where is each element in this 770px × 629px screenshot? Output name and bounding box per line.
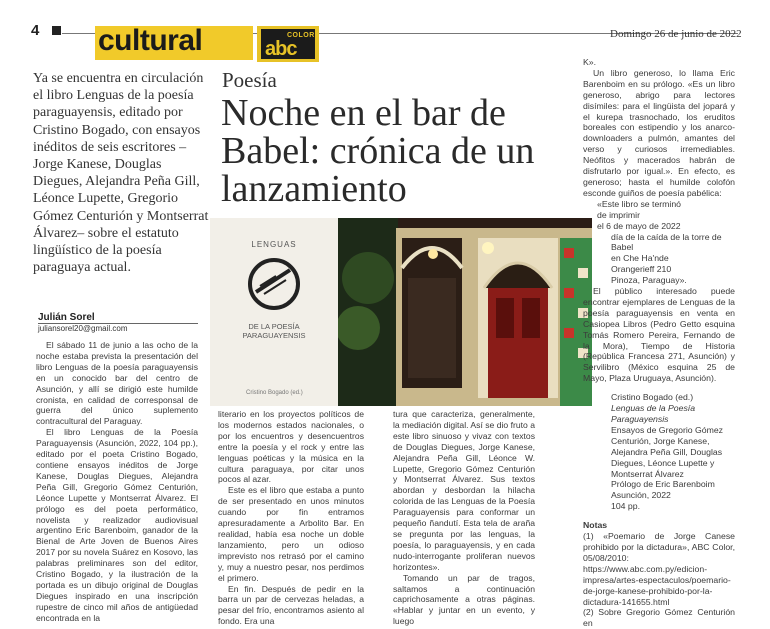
ref-pages: 104 pp. bbox=[611, 501, 640, 512]
note-item: (2) Sobre Gregorio Gómez Centurión en bbox=[583, 607, 735, 629]
col3-paragraph: tura que caracteriza, generalmente, la mediación digital. Así se dio fruto a este libro sinuoso y vivaz con textos de Douglas Diegues, Jorge Kanese, Alejandra Peña Gill, Léonce W. Lupette, Gregorio Gómez Centurión y Montserrat Álvarez. Sus textos abordan y desbordan la hilacha colorida de las Lenguas de la Poesía Paraguayensis para conformar un pequeño ñandutí. Esta tela de araña se pregunta por las lenguas, la poesía, lo paraguayensis, y en cada nudo-interrogante proliferan nuevos horizontes». bbox=[393, 409, 535, 572]
col2-paragraph: En fin. Después de pedir en la barra un par de cervezas heladas, a pesar del frío, encontramos asiento al fondo. Era una bbox=[218, 583, 364, 627]
ref-prologue: Prólogo de Eric Barenboim bbox=[611, 479, 715, 490]
colophon-quote bbox=[583, 199, 735, 286]
ref-essays: Ensayos de Gregorio Gómez Centurión, Jorge Kanese, Alejandra Peña Gill, Douglas Diegues, Léonce Lupette y Montserrat Álvarez bbox=[611, 424, 724, 479]
lead-paragraph: Ya se encuentra en circulación el libro Lenguas de la poesía paraguayensis, editado por Cristino Bogado, con ensayos inéditos de seis escritores –Jorge Kanese, Douglas Diegues, Alejandra Peña Gill, Léonce Lupette, Gregorio Gómez Centurión y Montserrat Álvarez– sobre el estatuto lingüístico de la poesía paraguaya actual. bbox=[33, 71, 209, 276]
colophon-line: de imprimir bbox=[597, 209, 640, 220]
col1-paragraph: El sábado 11 de junio a las ocho de la noche estaba prevista la presentación del libro Lenguas de la poesía paraguayensis en un conocido bar del centro de Asunción, y allí se dirigió este humilde cronista, en calidad de corresponsal de guerra del único suplemento contracultural del Paraguay. bbox=[36, 340, 198, 427]
article-photo bbox=[210, 218, 592, 406]
headline: Noche en el bar de Babel: crónica de un lanzamiento bbox=[221, 92, 535, 210]
ref-editor: Cristino Bogado (ed.) bbox=[611, 392, 694, 403]
colophon-line: Pinoza, Paraguay». bbox=[611, 275, 687, 286]
byline-author: Julián Sorel bbox=[38, 312, 95, 323]
col2-paragraph: Este es el libro que estaba a punto de ser presentado en unos minutos cuando por fin entramos apresuradamente a Arbolito Bar. En realidad, había esa noche un doble lanzamiento, pero un odioso imprevisto nos retrasó por el camino y, muy a nuestro pesar, nos perdimos el primero. bbox=[218, 485, 364, 583]
body-column-4 bbox=[583, 57, 735, 629]
logo-color-text: COLOR bbox=[287, 32, 315, 39]
cover-line-2: PARAGUAYENSIS bbox=[242, 331, 306, 340]
header-square bbox=[52, 26, 61, 35]
cover-line-1: DE LA POESÍA bbox=[248, 322, 300, 331]
note-item: (1) «Poemario de Jorge Canese prohibido por la dictadura», ABC Color, 05/08/2010: https://www.abc.com.py/edicion-impresa/artes-espectaculos/poemario-de-jorge-kanese-prohibido-por-la-dictadura-141655.html bbox=[583, 531, 735, 607]
book-cover bbox=[210, 218, 338, 406]
col4-paragraph: El público interesado puede encontrar ejemplares de Lenguas de la poesía paraguayensis en venta en Casiopea Libros (Pedro Getto esquina Tomás Romero Pereira, Fernando de la Mora), Tiempo de Historia (República Francesa 271, Asunción) y Servilibro (México esquina 25 de Mayo, Plaza Uruguaya, Asunción). bbox=[583, 286, 735, 384]
abc-logo bbox=[257, 26, 319, 62]
byline-email: juliansorel20@gmail.com bbox=[38, 324, 128, 333]
notes-title: Notas bbox=[583, 520, 608, 531]
section-title: cultural bbox=[98, 24, 203, 57]
ref-title: Lenguas de la Poesía Paraguayensis bbox=[611, 403, 696, 424]
ref-place: Asunción, 2022 bbox=[611, 490, 671, 501]
bar-facade-image bbox=[338, 218, 592, 406]
body-column-3 bbox=[393, 409, 535, 627]
kicker: Poesía bbox=[222, 68, 277, 92]
cover-emblem-icon bbox=[246, 256, 302, 312]
cover-title-top: LENGUAS bbox=[251, 240, 297, 249]
colophon-line: en Che Ha'nde bbox=[611, 253, 669, 264]
cover-author: Cristino Bogado (ed.) bbox=[246, 390, 303, 396]
cover-title-bottom bbox=[210, 322, 338, 340]
issue-date: Domingo 26 de junio de 2022 bbox=[610, 28, 742, 40]
col1-paragraph: El libro Lenguas de la Poesía Paraguayensis (Asunción, 2022, 104 pp.), editado por el poeta Cristino Bogado, contiene ensayos inéditos de Jorge Kanese, Douglas Diegues, Alejandra Peña Gill, Gregorio Gómez Centurión, Léonce Lupette y Montserrat Álvarez. El prólogo es del poeta performático, novelista y realizador audiovisual argentino Eric Barenboim, ganador de la Bienal de Arte Joven de Buenos Aires 2017 por su novela Suárez en Kosovo, las palabras preliminares son del editor, Cristino Bogado, y la ilustración de la portada es un dibujo original de Douglas Diegues inspirado en una inscripción rupestre de cinco mil años de antigüedad encontrada en la bbox=[36, 427, 198, 623]
body-column-1 bbox=[36, 340, 198, 624]
colophon-line: Orangerieff 210 bbox=[611, 264, 672, 275]
col3-paragraph: Tomando un par de tragos, saltamos a continuación caprichosamente a otras páginas. «Hablar y juntar en un evento, y luego bbox=[393, 572, 535, 627]
colophon-line: «Este libro se terminó bbox=[597, 198, 682, 209]
col2-paragraph: literario en los proyectos políticos de los modernos estados nacionales, o por los encuentros y desencuentros entre la poesía y el rock y entre las lenguas poéticas y la música en la cultura paraguaya, por citar unos pocos al azar. bbox=[218, 409, 364, 485]
col4-paragraph: Un libro generoso, lo llama Eric Barenboim en su prólogo. «Es un libro generoso, abrigo para lectores disímiles: para el lingüista del jopará y el kurepa trasnochado, los eruditos boreales con estipendio y los anarco-downloaders a pulmón, amantes del verso y curiosos irremediables. Neófitos y macerados habrán de disfrutarlo por igual.». En efecto, es generoso; hasta el humilde colofón esconde guiños de poesía pabélica: bbox=[583, 67, 735, 198]
page-number: 4 bbox=[31, 22, 40, 39]
body-column-2 bbox=[218, 409, 364, 627]
colophon-line: el 6 de mayo de 2022 bbox=[597, 220, 681, 231]
colophon-line: día de la caída de la torre de Babel bbox=[611, 231, 722, 253]
logo-abc-text: abc bbox=[265, 38, 297, 60]
col4-paragraph: K». bbox=[583, 57, 597, 67]
